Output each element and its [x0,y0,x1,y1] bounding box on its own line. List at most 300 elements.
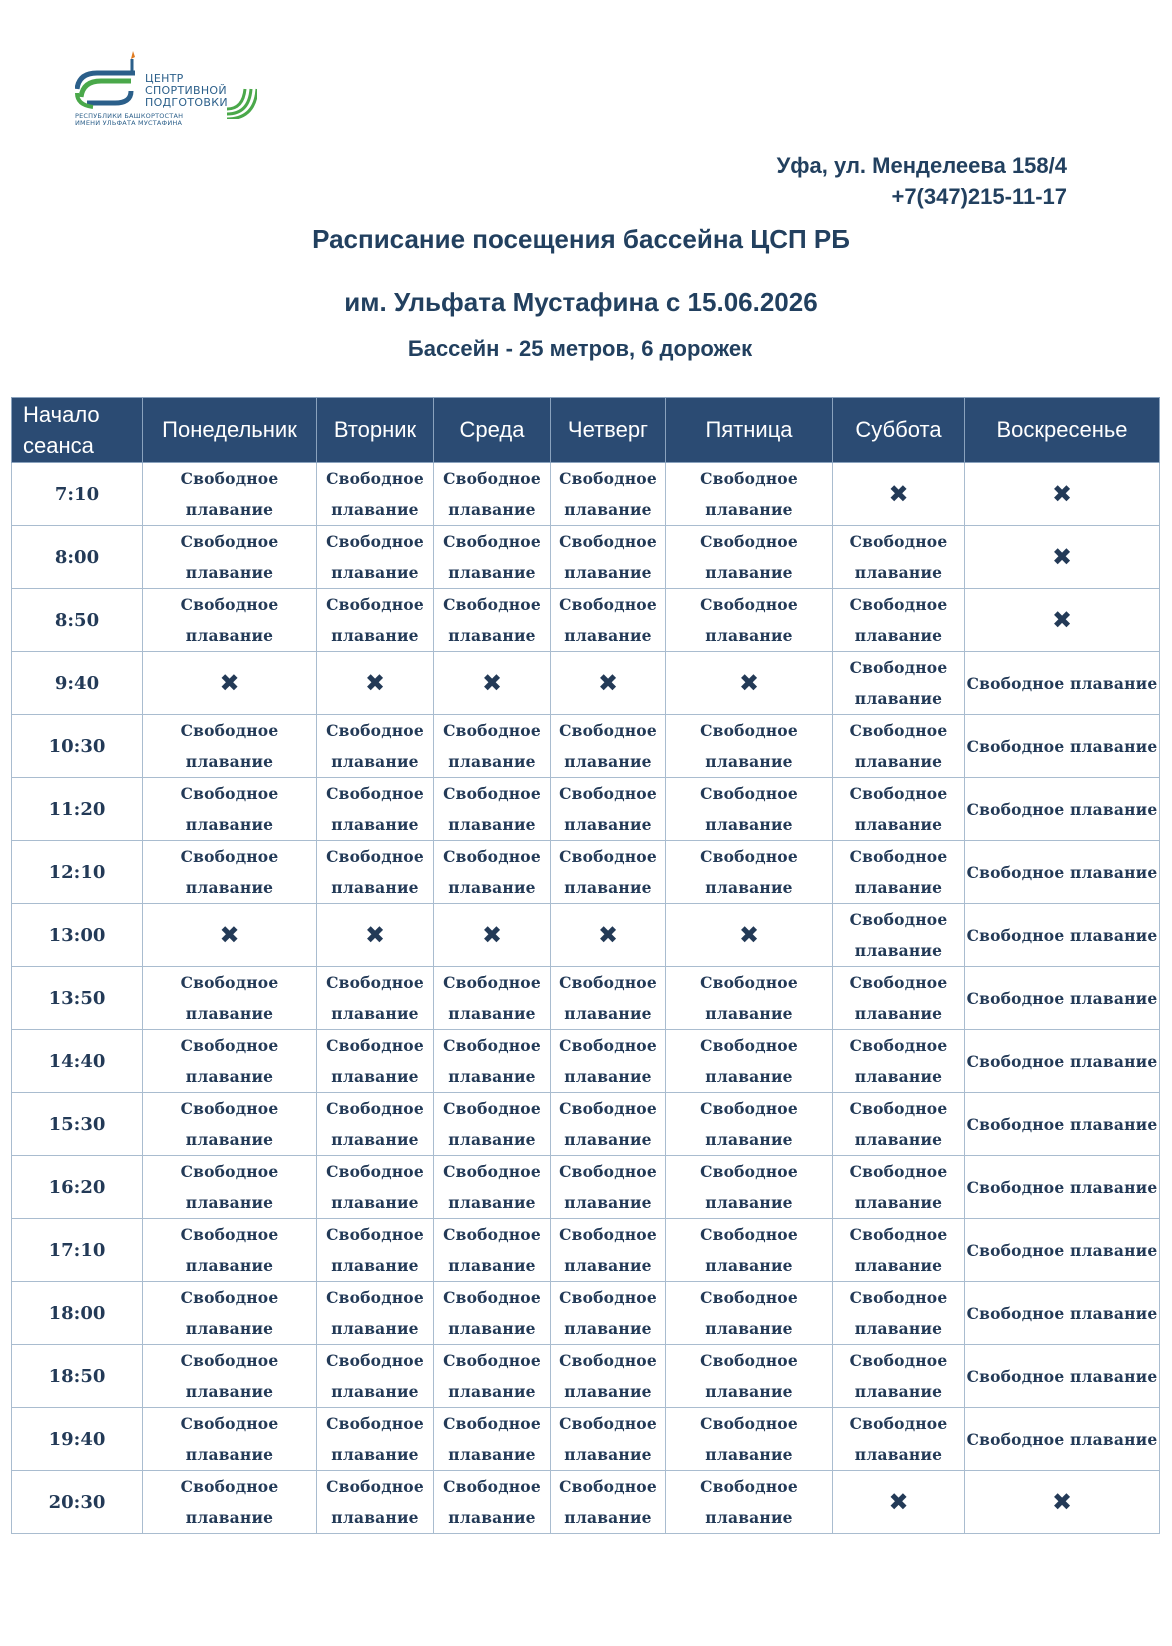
free-swim-label: плавание [331,626,419,645]
free-swim-label: Свободное [700,1414,798,1433]
free-swim-label: Свободное [326,1351,424,1370]
free-swim-cell [434,1471,551,1534]
free-swim-label: плавание [331,1193,419,1212]
free-swim-label: плавание [564,878,652,897]
free-swim-label: Свободное [559,1036,657,1055]
free-swim-label: Свободное [443,721,541,740]
table-row [12,589,1160,652]
free-swim-label: плавание [185,563,274,582]
table-row [12,841,1160,904]
free-swim-cell [666,589,833,652]
free-swim-label: Свободное [180,1477,279,1496]
free-swim-cell [317,967,434,1030]
free-swim-cell [317,841,434,904]
free-swim-label: Свободное [849,1351,948,1370]
free-swim-label: Свободное [180,469,279,488]
free-swim-label: Свободное [326,532,424,551]
free-swim-cell [666,715,833,778]
free-swim-cell [965,1093,1160,1156]
free-swim-cell [965,1219,1160,1282]
free-swim-label: Свободное [849,532,948,551]
free-swim-cell [143,589,317,652]
free-swim-cell [666,778,833,841]
free-swim-cell [833,589,965,652]
free-swim-label: плавание [854,563,943,582]
closed-cell [965,1471,1160,1534]
free-swim-label: Свободное [700,784,798,803]
free-swim-label: плавание [448,1067,536,1086]
free-swim-cell [965,1408,1160,1471]
free-swim-label: плавание [564,1004,652,1023]
free-swim-cell [833,652,965,715]
table-row [12,1030,1160,1093]
free-swim-cell [551,967,666,1030]
free-swim-label: Свободное [559,721,657,740]
free-swim-cell [666,1156,833,1219]
free-swim-cell [965,904,1160,967]
free-swim-label: Свободное плавание [966,1114,1158,1134]
session-time: 11:20 [12,778,143,841]
free-swim-label: Свободное [700,847,798,866]
free-swim-label: Свободное [326,1162,424,1181]
free-swim-label: плавание [185,752,274,771]
session-time: 7:10 [12,463,143,526]
page-subtitle: Бассейн - 25 метров, 6 дорожек [407,336,753,361]
free-swim-label: плавание [448,1319,536,1338]
free-swim-cell [143,1345,317,1408]
table-row [12,652,1160,715]
free-swim-label: плавание [854,941,943,960]
free-swim-label: плавание [185,1193,274,1212]
free-swim-label: плавание [331,1508,419,1527]
free-swim-label: Свободное [849,910,948,929]
free-swim-cell [666,1219,833,1282]
free-swim-cell [965,1345,1160,1408]
free-swim-cell [317,1219,434,1282]
free-swim-cell [143,526,317,589]
free-swim-label: Свободное [443,1414,541,1433]
free-swim-label: Свободное [443,973,541,992]
free-swim-label: плавание [854,1193,943,1212]
free-swim-label: плавание [854,752,943,771]
free-swim-label: Свободное [849,595,948,614]
free-swim-cell [434,1219,551,1282]
free-swim-cell [143,1156,317,1219]
free-swim-label: плавание [448,1004,536,1023]
free-swim-cell [551,1408,666,1471]
logo-emblem-icon [75,47,145,117]
closed-x-icon: ✖ [1051,1488,1073,1516]
table-row [12,1219,1160,1282]
free-swim-label: плавание [705,1445,793,1464]
header-day: Вторник [317,398,434,463]
free-swim-cell [317,715,434,778]
free-swim-label: плавание [331,878,419,897]
free-swim-cell [965,778,1160,841]
closed-cell [143,904,317,967]
free-swim-label: Свободное [559,973,657,992]
table-row [12,1408,1160,1471]
free-swim-label: плавание [185,1130,274,1149]
table-row [12,778,1160,841]
free-swim-label: Свободное [700,1162,798,1181]
free-swim-cell [833,715,965,778]
free-swim-label: плавание [705,1067,793,1086]
closed-cell [965,463,1160,526]
free-swim-label: Свободное [180,1288,279,1307]
free-swim-label: плавание [185,1445,274,1464]
session-time: 18:50 [12,1345,143,1408]
free-swim-cell [143,463,317,526]
free-swim-label: плавание [564,752,652,771]
free-swim-label: Свободное [849,1099,948,1118]
free-swim-cell [317,463,434,526]
free-swim-cell [833,1156,965,1219]
logo [75,47,250,127]
free-swim-label: плавание [564,815,652,834]
free-swim-label: плавание [331,1445,419,1464]
free-swim-label: плавание [564,1445,652,1464]
closed-cell [317,652,434,715]
closed-cell [965,526,1160,589]
free-swim-cell [434,1030,551,1093]
free-swim-label: плавание [448,563,536,582]
free-swim-label: плавание [448,1445,536,1464]
closed-cell [833,1471,965,1534]
session-time: 14:40 [12,1030,143,1093]
free-swim-label: плавание [854,626,943,645]
free-swim-cell [833,526,965,589]
free-swim-cell [143,1093,317,1156]
free-swim-label: плавание [331,1004,419,1023]
free-swim-cell [965,1282,1160,1345]
closed-cell [434,652,551,715]
free-swim-label: Свободное [559,847,657,866]
free-swim-cell [833,1030,965,1093]
free-swim-label: плавание [854,815,943,834]
table-row [12,1156,1160,1219]
free-swim-label: плавание [448,815,536,834]
session-time: 15:30 [12,1093,143,1156]
free-swim-cell [551,1030,666,1093]
free-swim-cell [434,1093,551,1156]
closed-cell [666,652,833,715]
free-swim-label: Свободное [443,1225,541,1244]
free-swim-label: Свободное [180,1036,279,1055]
free-swim-label: плавание [185,500,274,519]
free-swim-label: плавание [448,878,536,897]
table-header-row [12,398,1160,463]
free-swim-label: плавание [448,752,536,771]
closed-x-icon: ✖ [738,669,760,697]
closed-x-icon: ✖ [597,921,619,949]
closed-x-icon: ✖ [1051,480,1073,508]
closed-x-icon: ✖ [364,921,386,949]
free-swim-cell [434,778,551,841]
free-swim-label: плавание [331,1382,419,1401]
free-swim-label: Свободное [700,532,798,551]
session-time: 8:50 [12,589,143,652]
free-swim-label: Свободное [700,1099,798,1118]
closed-cell [551,904,666,967]
free-swim-label: плавание [185,626,274,645]
free-swim-label: Свободное [326,973,424,992]
free-swim-label: плавание [705,626,793,645]
free-swim-cell [317,1408,434,1471]
free-swim-label: Свободное [443,1162,541,1181]
free-swim-label: Свободное [326,784,424,803]
free-swim-label: Свободное [180,1351,279,1370]
session-time: 20:30 [12,1471,143,1534]
closed-cell [143,652,317,715]
table-row [12,904,1160,967]
closed-x-icon: ✖ [888,480,909,508]
free-swim-label: плавание [564,563,652,582]
header-day: Четверг [551,398,666,463]
free-swim-label: Свободное [849,784,948,803]
table-row [12,1471,1160,1534]
free-swim-cell [434,715,551,778]
free-swim-label: Свободное [559,532,657,551]
session-time: 10:30 [12,715,143,778]
free-swim-cell [833,778,965,841]
free-swim-label: Свободное [326,1477,424,1496]
free-swim-cell [666,1471,833,1534]
free-swim-label: Свободное [326,1414,424,1433]
free-swim-label: Свободное [180,1225,279,1244]
free-swim-label: Свободное [443,1288,541,1307]
free-swim-label: плавание [331,563,419,582]
free-swim-cell [434,1345,551,1408]
schedule-table [11,397,1160,1534]
address-block [777,150,1067,212]
free-swim-label: плавание [854,878,943,897]
closed-x-icon: ✖ [1051,543,1073,571]
free-swim-label: плавание [564,1130,652,1149]
free-swim-label: плавание [564,1508,652,1527]
free-swim-label: Свободное [443,1351,541,1370]
free-swim-label: плавание [331,1256,419,1275]
free-swim-cell [666,841,833,904]
free-swim-label: плавание [448,500,536,519]
free-swim-label: Свободное [849,1036,948,1055]
free-swim-cell [143,1030,317,1093]
free-swim-label: Свободное [700,1351,798,1370]
free-swim-cell [317,1282,434,1345]
free-swim-cell [434,841,551,904]
free-swim-label: Свободное плавание [966,925,1158,945]
free-swim-cell [833,1282,965,1345]
table-row [12,967,1160,1030]
free-swim-label: Свободное плавание [966,673,1158,693]
free-swim-label: плавание [331,1067,419,1086]
free-swim-label: плавание [564,1193,652,1212]
free-swim-cell [965,1030,1160,1093]
session-time: 9:40 [12,652,143,715]
free-swim-label: плавание [185,1067,274,1086]
free-swim-label: плавание [185,1319,274,1338]
free-swim-cell [965,1156,1160,1219]
free-swim-label: Свободное [700,721,798,740]
free-swim-label: Свободное плавание [966,736,1158,756]
logo-subtitle: РЕСПУБЛИКИ БАШКОРТОСТАН ИМЕНИ УЛЬФАТА МУСТАФИНА [75,112,184,127]
free-swim-label: Свободное [180,1099,279,1118]
free-swim-cell [666,1282,833,1345]
free-swim-label: плавание [185,1004,274,1023]
table-row [12,526,1160,589]
free-swim-label: Свободное [443,847,541,866]
table-row [12,715,1160,778]
free-swim-label: Свободное [559,1351,657,1370]
free-swim-label: Свободное [180,721,279,740]
free-swim-label: Свободное [443,1477,541,1496]
free-swim-label: Свободное [700,1225,798,1244]
page-title-line2: им. Ульфата Мустафина с 15.06.2026 [344,287,818,317]
free-swim-cell [143,715,317,778]
free-swim-label: Свободное [559,1162,657,1181]
free-swim-label: Свободное [849,1288,948,1307]
logo-text: ЦЕНТР СПОРТИВНОЙ ПОДГОТОВКИ [145,72,228,109]
free-swim-label: Свободное [180,847,279,866]
free-swim-label: плавание [564,626,652,645]
free-swim-label: плавание [448,1256,536,1275]
free-swim-cell [143,967,317,1030]
closed-cell [317,904,434,967]
header-session-start: Начало сеанса [12,398,143,463]
free-swim-label: плавание [448,1382,536,1401]
free-swim-cell [317,1156,434,1219]
free-swim-label: Свободное [326,721,424,740]
free-swim-label: Свободное [326,1288,424,1307]
free-swim-label: плавание [331,752,419,771]
free-swim-cell [666,1093,833,1156]
free-swim-label: Свободное [700,469,798,488]
free-swim-label: плавание [705,1130,793,1149]
free-swim-label: плавание [705,563,793,582]
free-swim-label: Свободное [443,532,541,551]
free-swim-label: плавание [564,1319,652,1338]
closed-x-icon: ✖ [481,669,503,697]
free-swim-cell [434,463,551,526]
free-swim-label: Свободное [443,1036,541,1055]
session-time: 16:20 [12,1156,143,1219]
free-swim-cell [551,589,666,652]
free-swim-label: плавание [705,1382,793,1401]
free-swim-label: плавание [854,1319,943,1338]
free-swim-label: Свободное [326,1036,424,1055]
free-swim-cell [551,463,666,526]
closed-x-icon: ✖ [219,921,240,949]
free-swim-label: плавание [564,1256,652,1275]
free-swim-cell [317,778,434,841]
free-swim-cell [143,841,317,904]
closed-x-icon: ✖ [1051,606,1073,634]
address-street: Уфа, ул. Менделеева 158/4 [776,153,1067,178]
free-swim-label: Свободное [849,1162,948,1181]
free-swim-label: Свободное [559,1477,657,1496]
closed-x-icon: ✖ [364,669,386,697]
free-swim-cell [551,1219,666,1282]
session-time: 18:00 [12,1282,143,1345]
closed-cell [833,463,965,526]
header-day: Понедельник [143,398,317,463]
free-swim-cell [833,967,965,1030]
address-phone: +7(347)215-11-17 [891,184,1067,209]
free-swim-label: плавание [705,815,793,834]
free-swim-label: Свободное [180,784,279,803]
free-swim-cell [666,1408,833,1471]
free-swim-label: плавание [331,1130,419,1149]
session-time: 19:40 [12,1408,143,1471]
free-swim-label: Свободное [559,1414,657,1433]
session-time: 13:00 [12,904,143,967]
free-swim-label: Свободное [849,658,948,677]
session-time: 8:00 [12,526,143,589]
free-swim-label: плавание [705,1319,793,1338]
free-swim-label: плавание [705,500,793,519]
free-swim-label: Свободное плавание [966,1366,1158,1386]
free-swim-cell [317,1093,434,1156]
free-swim-label: плавание [448,1508,536,1527]
free-swim-cell [143,1219,317,1282]
free-swim-label: плавание [331,815,419,834]
free-swim-cell [143,1471,317,1534]
free-swim-label: Свободное [849,847,948,866]
free-swim-label: Свободное [443,1099,541,1118]
table-row [12,463,1160,526]
free-swim-label: плавание [331,500,419,519]
free-swim-label: плавание [448,1130,536,1149]
free-swim-label: Свободное [559,1288,657,1307]
closed-cell [965,589,1160,652]
free-swim-label: плавание [185,815,274,834]
free-swim-label: Свободное [326,469,424,488]
closed-cell [666,904,833,967]
free-swim-label: плавание [564,1067,652,1086]
free-swim-label: Свободное [326,847,424,866]
free-swim-label: Свободное [443,784,541,803]
free-swim-label: Свободное [326,595,424,614]
free-swim-label: плавание [705,878,793,897]
header-day: Воскресенье [965,398,1160,463]
free-swim-cell [551,778,666,841]
free-swim-label: Свободное плавание [966,1051,1158,1071]
free-swim-label: Свободное [180,1414,279,1433]
free-swim-label: Свободное [559,1225,657,1244]
free-swim-label: Свободное плавание [966,862,1158,882]
free-swim-cell [434,589,551,652]
free-swim-cell [143,778,317,841]
header-day: Среда [434,398,551,463]
free-swim-label: Свободное [326,1225,424,1244]
header-day: Суббота [833,398,965,463]
free-swim-label: плавание [854,1130,943,1149]
free-swim-cell [434,1408,551,1471]
free-swim-label: Свободное [559,1099,657,1118]
free-swim-label: Свободное плавание [966,799,1158,819]
free-swim-label: Свободное [180,1162,279,1181]
free-swim-cell [833,1093,965,1156]
free-swim-cell [965,967,1160,1030]
free-swim-label: плавание [705,1508,793,1527]
free-swim-label: плавание [705,1004,793,1023]
free-swim-label: плавание [448,626,536,645]
free-swim-label: Свободное [180,973,279,992]
free-swim-label: Свободное [849,721,948,740]
free-swim-cell [317,1345,434,1408]
free-swim-cell [143,1282,317,1345]
closed-x-icon: ✖ [888,1488,909,1516]
